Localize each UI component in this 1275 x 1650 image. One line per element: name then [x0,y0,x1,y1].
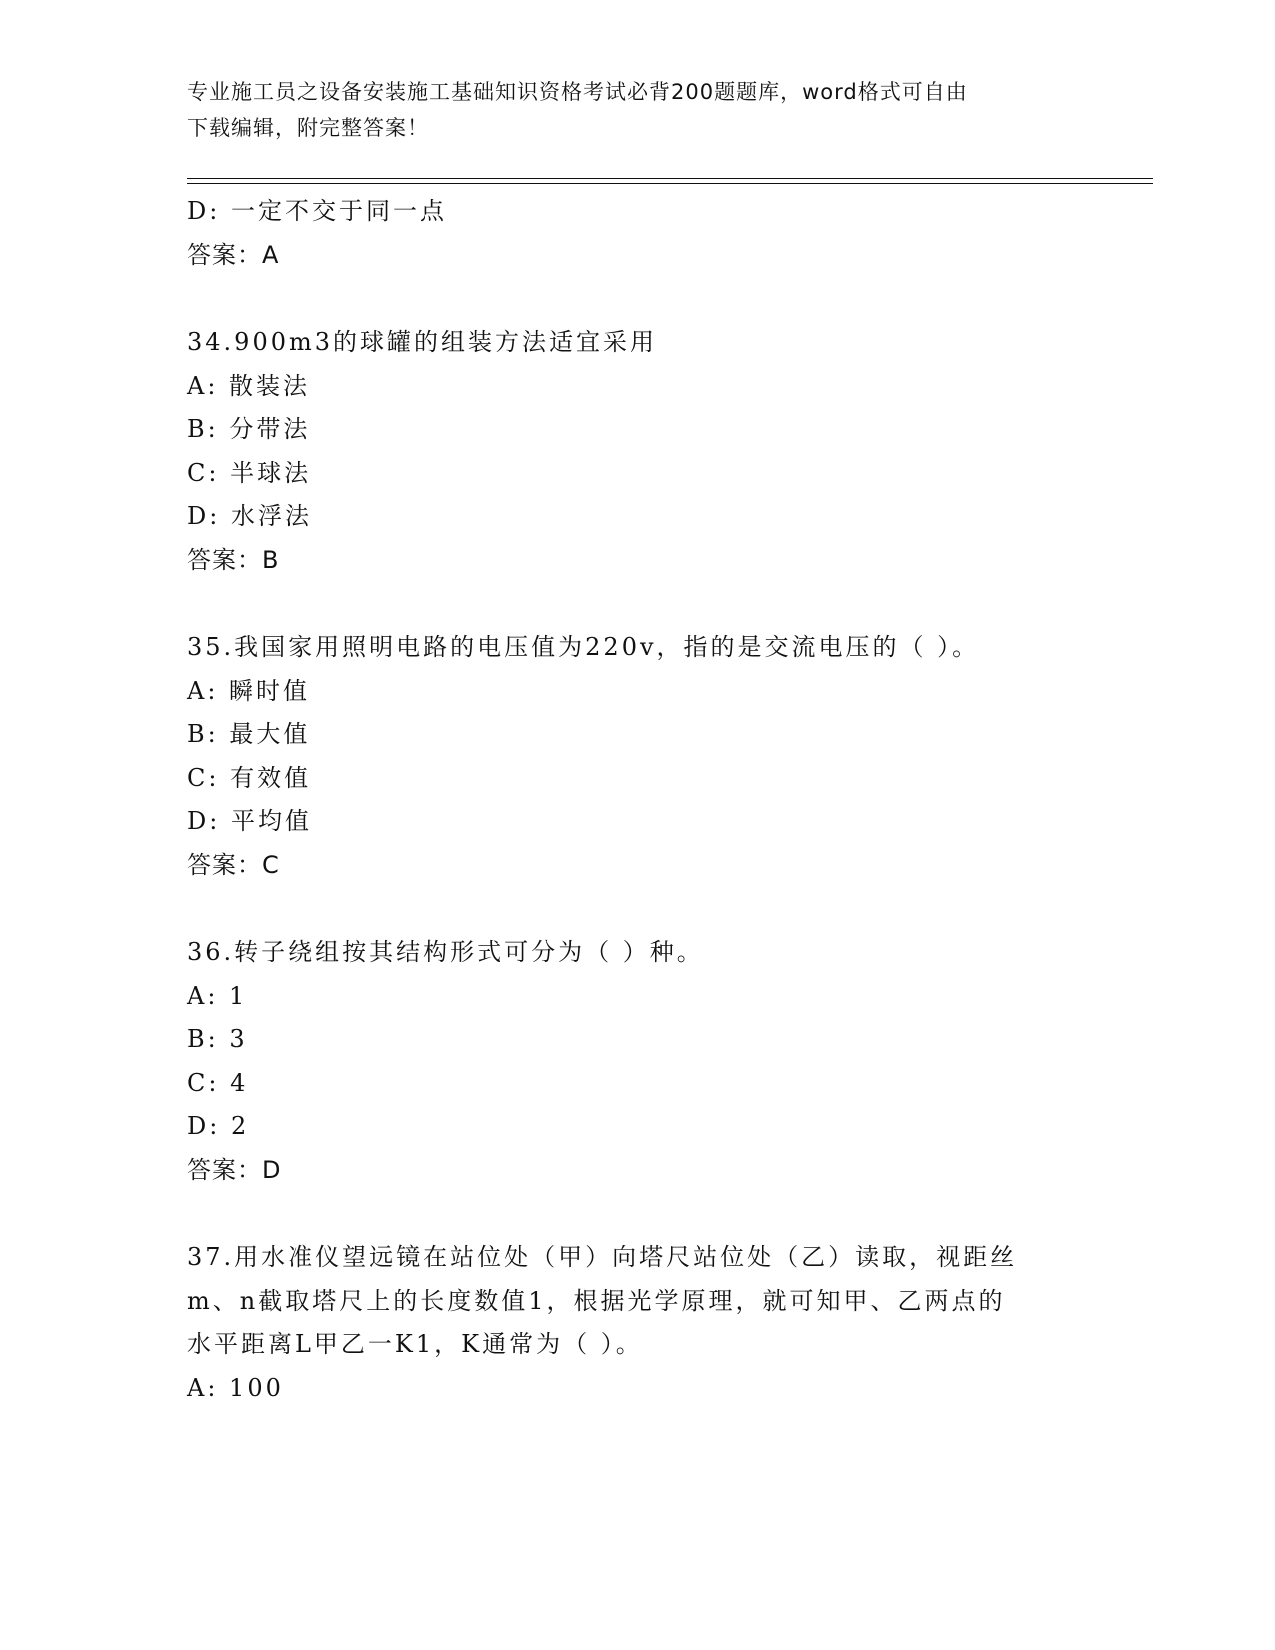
q37-question-line-2: m、n截取塔尺上的长度数值1，根据光学原理，就可知甲、乙两点的 [187,1287,1006,1315]
q34-option-d: D: 水浮法 [187,502,312,530]
header-line-1: 专业施工员之设备安装施工基础知识资格考试必背200题题库，word格式可自由 [187,80,968,104]
q36-answer: 答案：D [187,1156,282,1184]
header-line-2: 下载编辑，附完整答案！ [187,116,429,140]
q37-option-a: A: 100 [187,1374,284,1402]
q34-answer: 答案：B [187,546,280,574]
q37-question-line-3: 水平距离L甲乙一K1，K通常为（ ）。 [187,1330,643,1358]
header-divider-bottom [187,183,1153,184]
q34-option-a: A: 散装法 [187,372,311,400]
q36-option-d: D: 2 [187,1112,250,1140]
q35-question: 35.我国家用照明电路的电压值为220v，指的是交流电压的（ ）。 [187,633,980,661]
q33-option-d: D: 一定不交于同一点 [187,197,447,225]
q34-option-b: B: 分带法 [187,415,311,443]
q33-answer: 答案：A [187,241,280,269]
q37-question-line-1: 37.用水准仪望远镜在站位处（甲）向塔尺站位处（乙）读取，视距丝 [187,1243,1018,1271]
q36-option-b: B: 3 [187,1025,248,1053]
q36-option-a: A: 1 [187,982,248,1010]
q36-question: 36.转子绕组按其结构形式可分为（ ）种。 [187,938,704,966]
q35-answer: 答案：C [187,851,280,879]
document-header [187,74,1087,146]
q34-option-c: C: 半球法 [187,459,312,487]
q35-option-a: A: 瞬时值 [187,677,311,705]
q35-option-b: B: 最大值 [187,720,311,748]
q34-question: 34.900m3的球罐的组装方法适宜采用 [187,328,658,356]
q35-option-d: D: 平均值 [187,807,312,835]
header-divider-top [187,178,1153,179]
q36-option-c: C: 4 [187,1069,249,1097]
q35-option-c: C: 有效值 [187,764,312,792]
